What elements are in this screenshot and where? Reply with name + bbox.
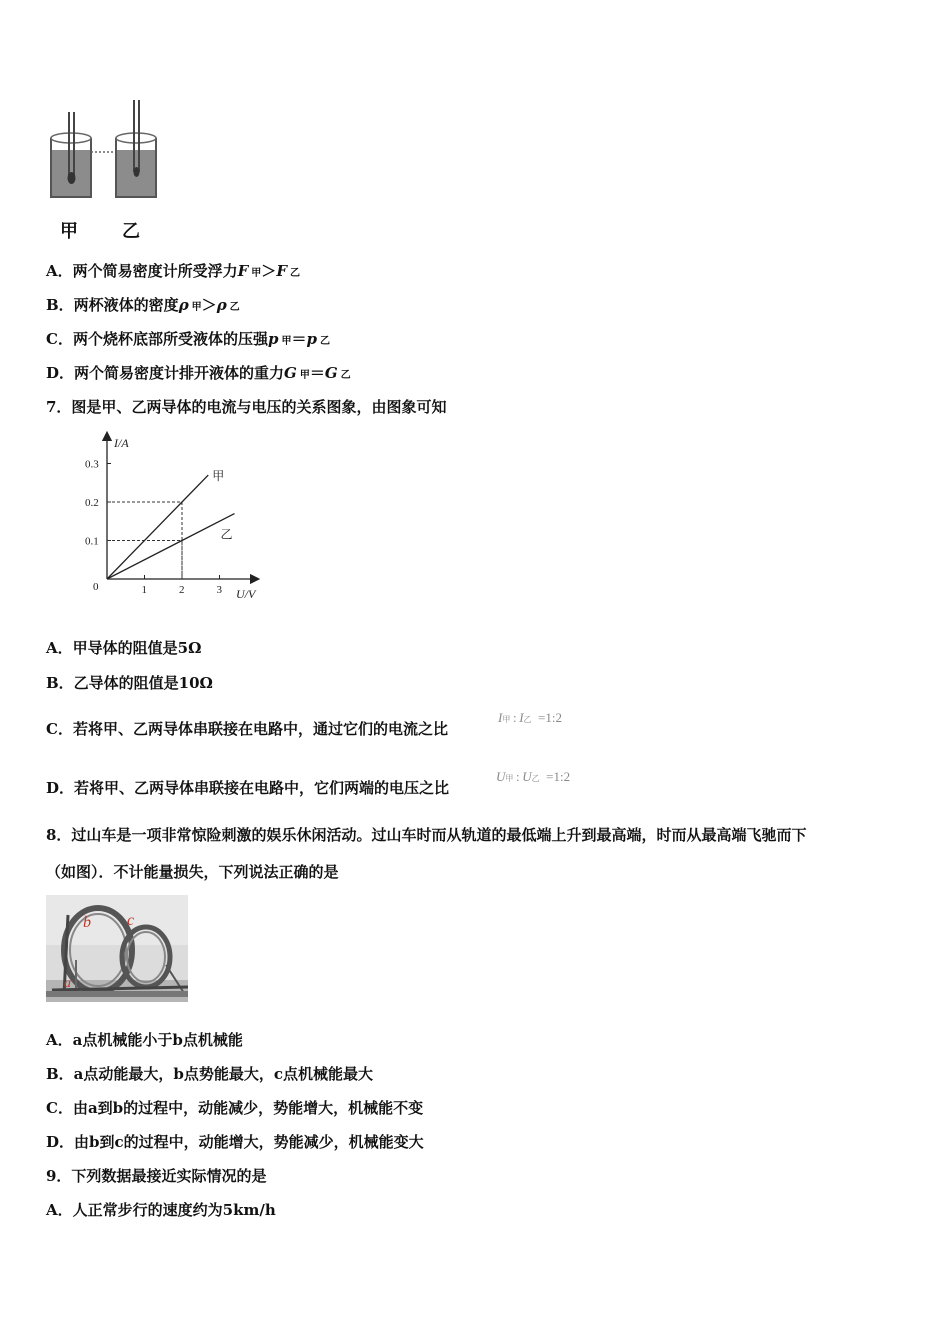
origin-label: 0 <box>93 581 99 593</box>
roller-coaster-photo <box>46 895 188 1002</box>
series-line-yi <box>107 514 235 579</box>
q7-option-c: C．若将甲、乙两导体串联接在电路中，通过它们的电流之比 <box>46 720 448 738</box>
q9-option-a: A．人正常步行的速度约为5km/h <box>46 1201 276 1219</box>
point-a-label: a <box>64 976 71 991</box>
q8-option-a: A．a点机械能小于b点机械能 <box>46 1031 243 1049</box>
x-tick-label: 1 <box>141 584 147 596</box>
series-line-jia <box>107 475 208 579</box>
y-tick-label: 0.1 <box>85 535 99 548</box>
q8-option-c: C．由a到b的过程中，动能减少，势能增大，机械能不变 <box>46 1099 424 1117</box>
q6-option-b: B．两杯液体的密度ρ 甲＞ρ 乙 <box>46 296 240 314</box>
q7-option-c-formula: I甲 : I乙 =1:2 <box>498 710 562 725</box>
x-axis-label: U/V <box>236 587 256 601</box>
y-tick-label: 0.3 <box>85 458 99 471</box>
q8-option-b: B．a点动能最大，b点势能最大，c点机械能最大 <box>46 1065 374 1083</box>
q8-option-d: D．由b到c的过程中，动能增大，势能减少，机械能变大 <box>46 1133 424 1151</box>
q7-option-d: D．若将甲、乙两导体串联接在电路中，它们两端的电压之比 <box>46 779 450 797</box>
q7-option-d-formula: U甲 : U乙 =1:2 <box>496 769 571 784</box>
q8-stem-line1: 8．过山车是一项非常惊险刺激的娱乐休闲活动。过山车时而从轨道的最低端上升到最高端，时而从最高端飞驰而下 <box>46 826 807 844</box>
q6-option-c: C．两个烧杯底部所受液体的压强p 甲＝p 乙 <box>46 330 330 348</box>
label-yi: 乙 <box>122 221 140 242</box>
x-tick-label: 2 <box>179 584 185 596</box>
iv-chart <box>70 430 270 605</box>
point-b-label: b <box>83 914 91 931</box>
series-label-jia: 甲 <box>212 469 225 484</box>
series-label-yi: 乙 <box>220 527 233 542</box>
point-c-label: c <box>127 912 135 929</box>
beakers-figure <box>44 98 174 244</box>
q7-option-a: A．甲导体的阻值是5Ω <box>46 639 202 657</box>
x-tick-label: 3 <box>216 584 222 596</box>
q9-stem: 9．下列数据最接近实际情况的是 <box>46 1167 267 1185</box>
label-jia: 甲 <box>60 221 78 242</box>
y-tick-label: 0.2 <box>85 497 99 509</box>
q6-option-d: D．两个简易密度计排开液体的重力G 甲＝G 乙 <box>46 364 351 382</box>
q8-stem-line2: （如图）．不计能量损失，下列说法正确的是 <box>46 863 339 881</box>
q7-stem: 7．图是甲、乙两导体的电流与电压的关系图象，由图象可知 <box>46 398 447 416</box>
q6-option-a: A．两个简易密度计所受浮力F 甲＞F 乙 <box>46 262 300 280</box>
q7-option-b: B．乙导体的阻值是10Ω <box>46 674 213 692</box>
y-axis-label: I/A <box>114 436 129 450</box>
